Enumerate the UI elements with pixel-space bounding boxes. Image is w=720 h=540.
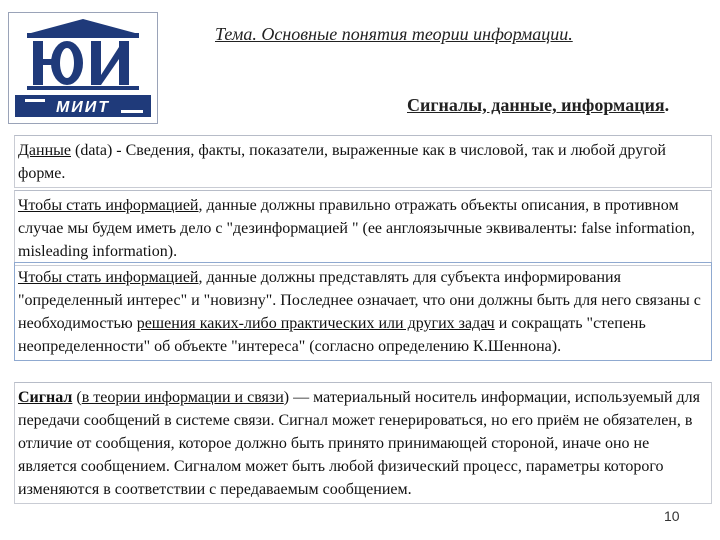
logo-wordmark: МИИТ bbox=[55, 99, 111, 116]
logo-emblem bbox=[9, 13, 157, 123]
topic-title: Тема. Основные понятия теории информации. bbox=[215, 24, 573, 44]
correct-reflection-lead: Чтобы стать информацией bbox=[18, 197, 199, 214]
correct-reflection-paragraph bbox=[18, 194, 710, 263]
page-number: 10 bbox=[664, 508, 680, 524]
signal-definition-paragraph bbox=[18, 386, 710, 501]
interest-paragraph bbox=[18, 266, 710, 358]
interest-text-2: и сокращать "степень неопределенности" об объекте "интереса" (согласно определению К.Шеннона). bbox=[18, 315, 646, 355]
interest-lead: Чтобы стать информацией bbox=[18, 269, 199, 286]
signal-term: Сигнал bbox=[18, 389, 73, 406]
data-definition-paragraph bbox=[18, 139, 710, 185]
university-logo bbox=[8, 12, 158, 124]
tasks-link[interactable]: решения каких-либо практических или других задач bbox=[136, 315, 495, 332]
signal-text-2: ) — материальный носитель информации, используемый для передачи сообщений в системе связи. Сигнал может генерироваться, но его приём не обязателен, в отличие от сообщения, которое должно быть принято принимающей стороной, иначе оно не является сообщением. Сигналом может быть любой физический процесс, параметры которого изменяются в соответствии с передаваемым сообщением. bbox=[18, 389, 701, 498]
subtitle-period: . bbox=[664, 95, 670, 115]
signal-text-1: ( bbox=[72, 389, 82, 406]
information-theory-link[interactable]: в теории информации и связи bbox=[81, 389, 284, 406]
correct-reflection-text: , данные должны правильно отражать объекты описания, в противном случае мы будем иметь дело с "дезинформацией " (ее англоязычные эквиваленты: false information, misleading information). bbox=[18, 197, 695, 260]
subtitle-text: Сигналы, данные, информация bbox=[407, 95, 665, 115]
data-term: Данные bbox=[18, 142, 71, 159]
interest-text-1: , данные должны представлять для субъекта информирования "определенный интерес" и "новизну". Последнее означает, что они должны быть для него связаны с необходимостью bbox=[18, 269, 701, 332]
slide-subtitle bbox=[407, 95, 669, 116]
data-definition-text: (data) - Сведения, факты, показатели, выраженные как в числовой, так и любой другой форме. bbox=[18, 142, 666, 182]
